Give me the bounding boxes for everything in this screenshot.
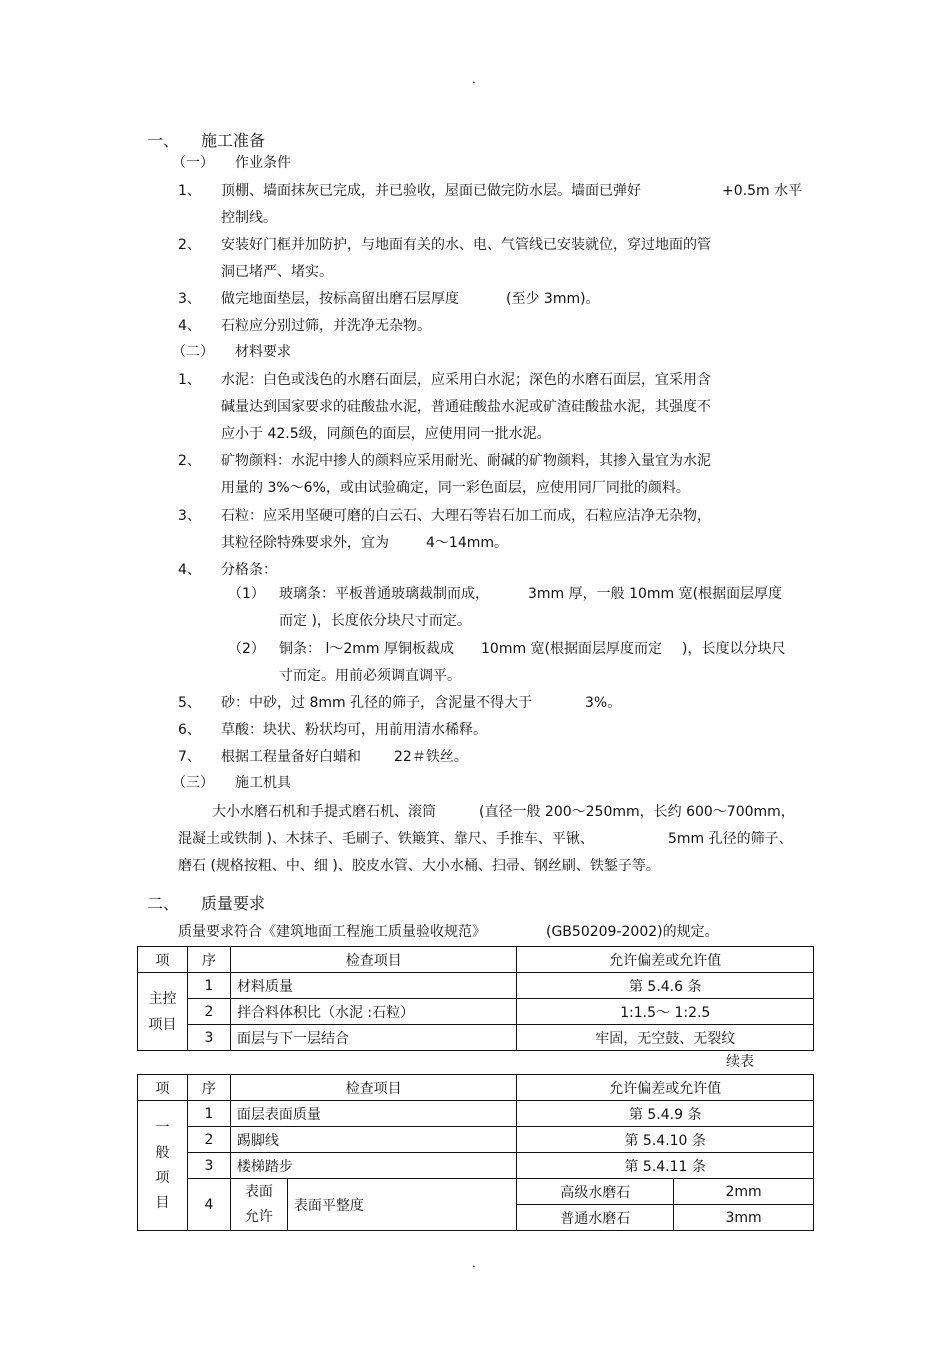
paragraph-text: (直径一般 200～250mm，长约 600～700mm， — [479, 804, 795, 820]
list-item-text: 控制线。 — [221, 210, 277, 226]
sub-category-cell — [230, 1179, 287, 1231]
group-cell — [138, 973, 188, 1051]
subsection-number: （二） — [172, 344, 214, 360]
list-item-text: 洞已堵严、堵实。 — [221, 264, 333, 280]
quality-table-main — [137, 946, 814, 1051]
paragraph-text: (GB50209-2002)的规定。 — [546, 924, 719, 940]
list-item-text: 用量的 3%～6%，或由试验确定，同一彩色面层，应使用同厂同批的颜料。 — [221, 480, 690, 496]
subsection-title: 材料要求 — [235, 344, 291, 360]
quality-table-general — [137, 1074, 814, 1231]
group-char: 般 — [155, 1144, 170, 1161]
group-char: 一 — [155, 1119, 170, 1136]
list-item-text: 矿物颜料：水泥中掺人的颜料应采用耐光、耐碱的矿物颜料，其掺入量宜为水泥 — [221, 453, 711, 469]
page-bottom-dot: . — [472, 1256, 476, 1270]
table-row — [138, 1101, 814, 1127]
value-cell: 3mm — [674, 1205, 814, 1231]
value-cell: 1:1.5～ 1:2.5 — [517, 999, 814, 1025]
group-label: 主控项目 — [148, 990, 177, 1033]
list-item-text: 安装好门框并加防护，与地面有关的水、电、气管线已安装就位，穿过地面的管 — [221, 237, 711, 253]
list-item-text: 根据工程量备好白蜡和 — [221, 749, 361, 765]
table-row — [138, 999, 814, 1025]
section-title: 施工准备 — [201, 131, 266, 150]
list-item-text: 4～14mm。 — [426, 535, 508, 551]
list-item-number: 1、 — [178, 183, 201, 199]
sub-item-text: 3mm 厚，一般 10mm 宽(根据面层厚度 — [528, 586, 783, 602]
list-item-text: 石粒：应采用坚硬可磨的白云石、大理石等岩石加工而成，石粒应洁净无杂物， — [221, 508, 711, 524]
sub-item-text: 玻璃条：平板普通玻璃裁制而成， — [279, 586, 489, 602]
sub-item-text: )，长度以分块尺 — [682, 641, 786, 657]
list-item-text: 草酸：块状、粉状均可，用前用清水稀释。 — [221, 722, 487, 738]
sub-item-text: 寸而定。用前必须调直调平。 — [279, 668, 461, 684]
seq-cell: 3 — [187, 1153, 230, 1179]
subsection-title: 作业条件 — [235, 155, 291, 171]
sub-category-line: 允许 — [244, 1208, 273, 1225]
sub-item-text: 10mm 宽(根据面层厚度而定 — [481, 641, 663, 657]
list-item-number: 7、 — [178, 749, 201, 765]
list-item-number: 2、 — [178, 237, 201, 253]
value-cell: 第 5.4.9 条 — [517, 1101, 814, 1127]
item-cell: 表面平整度 — [287, 1179, 517, 1231]
list-item-number: 3、 — [178, 508, 201, 524]
header-cell: 允许偏差或允许值 — [517, 947, 814, 973]
group-char: 目 — [155, 1194, 170, 1211]
seq-cell: 4 — [187, 1179, 230, 1231]
list-item-text: 其粒径除特殊要求外，宜为 — [221, 535, 389, 551]
table-row — [138, 1153, 814, 1179]
grade-cell: 高级水磨石 — [517, 1179, 674, 1205]
subsection-number: （一） — [172, 155, 214, 171]
section-number: 二、 — [147, 894, 180, 913]
item-cell: 材料质量 — [230, 973, 517, 999]
table-row — [138, 1179, 814, 1205]
list-item-text: 顶棚、墙面抹灰已完成，并已验收，屋面已做完防水层。墙面已弹好 — [221, 183, 641, 199]
value-cell: 第 5.4.6 条 — [517, 973, 814, 999]
list-item-number: 4、 — [178, 562, 201, 578]
page-top-dot: . — [472, 72, 476, 86]
list-item-text: 做完地面垫层，按标高留出磨石层厚度 — [221, 291, 459, 307]
header-cell: 项 — [138, 1075, 188, 1101]
continued-label: 续表 — [726, 1054, 754, 1070]
seq-cell: 3 — [187, 1025, 230, 1051]
subsection-number: （三） — [172, 775, 214, 791]
item-cell: 楼梯踏步 — [230, 1153, 517, 1179]
value-cell: 牢固，无空鼓、无裂纹 — [517, 1025, 814, 1051]
value-cell: 第 5.4.10 条 — [517, 1127, 814, 1153]
seq-cell: 1 — [187, 973, 230, 999]
header-cell: 序 — [187, 947, 230, 973]
grade-cell: 普通水磨石 — [517, 1205, 674, 1231]
list-item-text: 分格条： — [221, 562, 277, 578]
paragraph-text: 磨石 (规格按粗、中、细 )、胶皮水管、大小水桶、扫帚、钢丝刷、铁錾子等。 — [178, 858, 660, 874]
list-item-text: +0.5m 水平 — [722, 183, 803, 199]
seq-cell: 1 — [187, 1101, 230, 1127]
header-cell: 检查项目 — [230, 1075, 517, 1101]
seq-cell: 2 — [187, 999, 230, 1025]
seq-cell: 2 — [187, 1127, 230, 1153]
subsection-title: 施工机具 — [235, 775, 291, 791]
list-item-number: 2、 — [178, 453, 201, 469]
list-item-text: 石粒应分别过筛，并洗净无杂物。 — [221, 318, 431, 334]
list-item-number: 6、 — [178, 722, 201, 738]
item-cell: 面层与下一层结合 — [230, 1025, 517, 1051]
list-item-text: 砂：中砂，过 8mm 孔径的筛子，含泥量不得大于 — [221, 695, 533, 711]
header-cell: 检查项目 — [230, 947, 517, 973]
list-item-text: 3%。 — [585, 695, 622, 711]
sub-item-text: 而定 )，长度依分块尺寸而定。 — [279, 613, 471, 629]
paragraph-text: 质量要求符合《建筑地面工程施工质量验收规范》 — [178, 924, 486, 940]
list-item-text: 水泥：白色或浅色的水磨石面层，应采用白水泥；深色的水磨石面层，宜采用含 — [221, 372, 711, 388]
table-row — [138, 973, 814, 999]
list-item-number: 3、 — [178, 291, 201, 307]
value-cell: 2mm — [674, 1179, 814, 1205]
item-cell: 面层表面质量 — [230, 1101, 517, 1127]
list-item-text: (至少 3mm)。 — [506, 291, 600, 307]
group-char: 项 — [155, 1169, 170, 1186]
list-item-text: 22＃铁丝。 — [394, 749, 468, 765]
paragraph-text: 混凝土或铁制 )、木抹子、毛刷子、铁簸箕、靠尺、手推车、平锹、 — [178, 831, 594, 847]
sub-item-text: 铜条： l～2mm 厚铜板裁成 — [279, 641, 454, 657]
table-row — [138, 1025, 814, 1051]
list-item-number: 1、 — [178, 372, 201, 388]
list-item-number: 4、 — [178, 318, 201, 334]
section-title: 质量要求 — [201, 894, 266, 913]
list-item-text: 碱量达到国家要求的硅酸盐水泥，普通硅酸盐水泥或矿渣硅酸盐水泥，其强度不 — [221, 399, 711, 415]
table-header-row — [138, 947, 814, 973]
item-cell: 踢脚线 — [230, 1127, 517, 1153]
item-cell: 拌合料体积比（水泥 :石粒） — [230, 999, 517, 1025]
sub-category-line: 表面 — [244, 1183, 273, 1200]
list-item-number: 5、 — [178, 695, 201, 711]
header-cell: 项 — [138, 947, 188, 973]
header-cell: 允许偏差或允许值 — [517, 1075, 814, 1101]
table-header-row — [138, 1075, 814, 1101]
value-cell: 第 5.4.11 条 — [517, 1153, 814, 1179]
paragraph-text: 5mm 孔径的筛子、 — [668, 831, 793, 847]
sub-item-number: （2） — [228, 641, 265, 657]
sub-item-number: （1） — [228, 586, 265, 602]
list-item-text: 应小于 42.5级，同颜色的面层，应使用同一批水泥。 — [221, 426, 551, 442]
header-cell: 序 — [187, 1075, 230, 1101]
group-cell — [138, 1101, 188, 1231]
paragraph-text: 大小水磨石机和手提式磨石机、滚筒 — [212, 804, 436, 820]
table-row — [138, 1127, 814, 1153]
section-number: 一、 — [147, 131, 180, 150]
